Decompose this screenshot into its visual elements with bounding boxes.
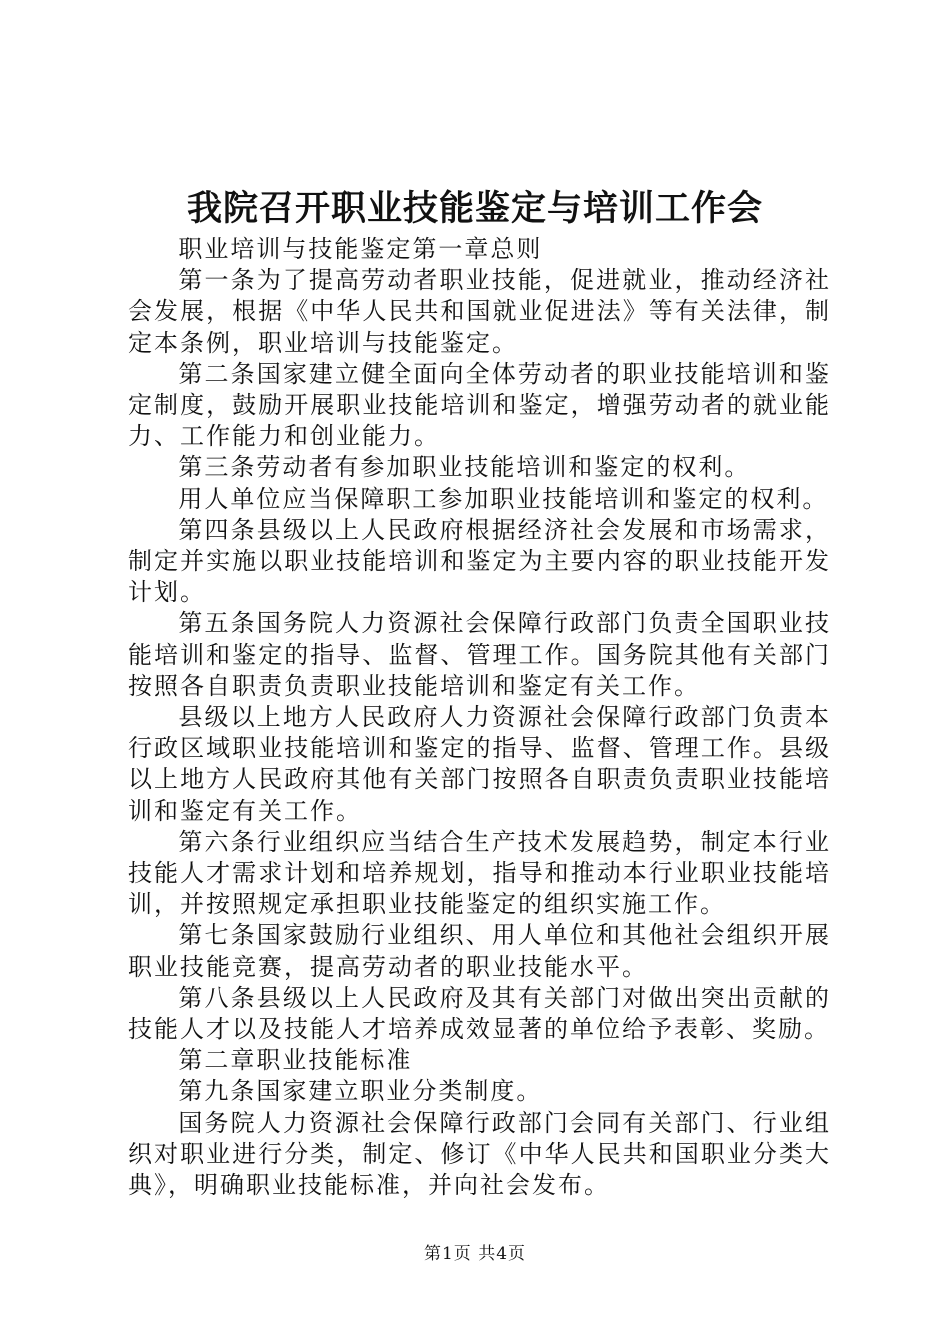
paragraph: 职业培训与技能鉴定第一章总则: [178, 235, 543, 263]
paragraph: 国务院人力资源社会保障行政部门会同有关部门、行业组织对职业进行分类，制定、修订《中华人民共和国职业分类大典》，明确职业技能标准，并向社会发布。: [128, 1108, 831, 1200]
paragraph: 第五条国务院人力资源社会保障行政部门负责全国职业技能培训和鉴定的指导、监督、管理工作。国务院其他有关部门按照各自职责负责职业技能培训和鉴定有关工作。: [128, 609, 831, 700]
paragraph: 第七条国家鼓励行业组织、用人单位和其他社会组织开展职业技能竞赛，提高劳动者的职业技能水平。: [128, 921, 831, 981]
paragraph: 第六条行业组织应当结合生产技术发展趋势，制定本行业技能人才需求计划和培养规划，指导和推动本行业职业技能培训，并按照规定承担职业技能鉴定的组织实施工作。: [128, 827, 831, 919]
paragraph: 用人单位应当保障职工参加职业技能培训和鉴定的权利。: [178, 484, 829, 513]
paragraph: 第二条国家建立健全面向全体劳动者的职业技能培训和鉴定制度，鼓励开展职业技能培训和鉴定，增强劳动者的就业能力、工作能力和创业能力。: [128, 359, 831, 451]
paragraph: 第九条国家建立职业分类制度。: [178, 1077, 543, 1106]
paragraph: 第二章职业技能标准: [178, 1046, 413, 1075]
paragraph: 第三条劳动者有参加职业技能培训和鉴定的权利。: [178, 453, 751, 482]
paragraph: 县级以上地方人民政府人力资源社会保障行政部门负责本行政区域职业技能培训和鉴定的指导、监督、管理工作。县级以上地方人民政府其他有关部门按照各自职责负责职业技能培训和鉴定有关工作。: [128, 703, 831, 825]
document-title: 我院召开职业技能鉴定与培训工作会: [186, 188, 763, 229]
paragraph: 第八条县级以上人民政府及其有关部门对做出突出贡献的技能人才以及技能人才培养成效显著的单位给予表彰、奖励。: [128, 983, 831, 1044]
paragraph: 第一条为了提高劳动者职业技能，促进就业，推动经济社会发展，根据《中华人民共和国就业促进法》等有关法律，制定本条例，职业培训与技能鉴定。: [128, 266, 831, 357]
page-number-footer: 第1页 共4页: [423, 1244, 527, 1264]
paragraph: 第四条县级以上人民政府根据经济社会发展和市场需求，制定并实施以职业技能培训和鉴定为主要内容的职业技能开发计划。: [128, 515, 831, 607]
document-body: [128, 234, 831, 1201]
